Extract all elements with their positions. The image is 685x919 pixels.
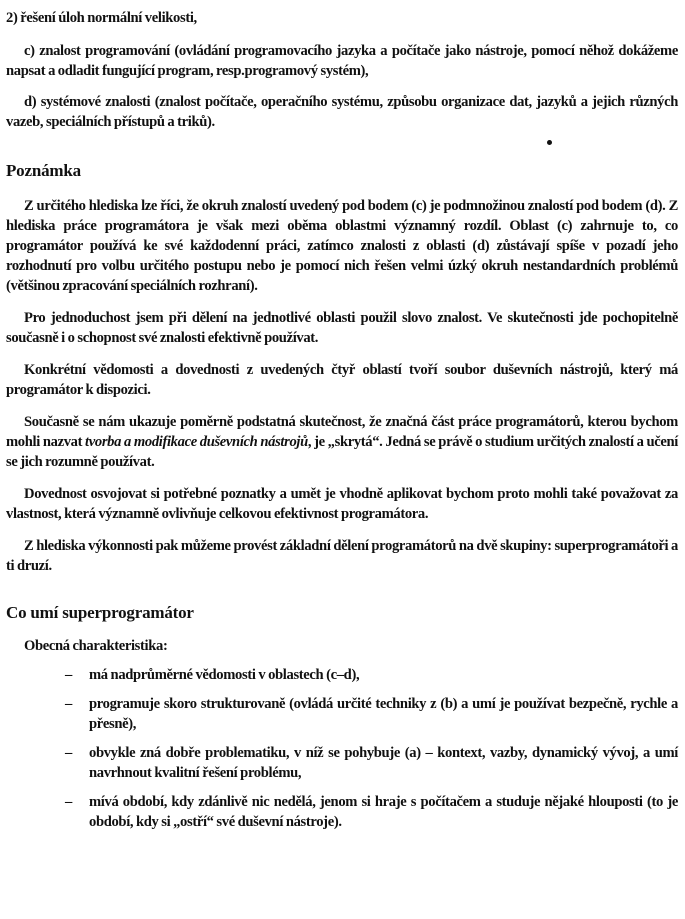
superprogrammer-list <box>6 665 678 832</box>
dash-bullet: – <box>65 794 72 810</box>
note-paragraph-1: Z určitého hlediska lze říci, že okruh znalostí uvedený pod bodem (c) je podmnožinou znalostí pod bodem (d). Z hlediska práce programátora je však mezi oběma oblastmi významný rozdíl. Oblast (c) zahrnuje to, co programátor používá ke své každodenní práci, zatímco znalosti z oblasti (d) zůstávají spíše v pozadí jeho rozhodnutí pro volbu určitého postupu nebo je pomocí nich řešen velmi úzký okruh nestandardních problémů (většinou zpracování speciálních rozhraní). <box>6 198 678 294</box>
list-item <box>6 792 678 832</box>
note-paragraph-2: Pro jednoduchost jsem při dělení na jednotlivé oblasti použil slovo znalost. Ve skutečnosti jde pochopitelně současně i o schopnost své znalosti efektivně používat. <box>6 310 678 346</box>
note-paragraph-3: Konkrétní vědomosti a dovednosti z uvedených čtyř oblastí tvoří soubor duševních nástrojů, který má programátor k dispozici. <box>6 362 678 398</box>
dash-bullet: – <box>65 667 72 683</box>
list-item-text: programuje skoro strukturovaně (ovládá určité techniky z (b) a umí je používat bezpečně, rychle a přesně), <box>89 696 678 732</box>
list-item <box>6 665 678 685</box>
item-c: c) znalost programování (ovládání programovacího jazyka a počítače jako nástroje, pomocí něhož dokážeme napsat a odladit fungující program, resp.programový systém), <box>6 43 678 79</box>
dash-bullet: – <box>65 696 72 712</box>
note-paragraph-4-start: Současně se nám ukazuje poměrně podstatná skutečnost, že značná část práce programátorů, kterou bychom mohli nazvat <box>6 414 678 450</box>
list-item <box>6 694 678 734</box>
document-page <box>6 0 678 832</box>
note-paragraph-4 <box>6 412 678 472</box>
item-2: 2) řešení úloh normální velikosti, <box>6 10 197 26</box>
stray-dot-mark <box>547 140 552 145</box>
note-heading: Poznámka <box>6 161 81 180</box>
note-paragraph-4-emphasis: tvorba a modifikace duševních nástrojů <box>85 434 308 450</box>
dash-bullet: – <box>65 745 72 761</box>
item-d: d) systémové znalosti (znalost počítače, operačního systému, způsobu organizace dat, jazyků a jejich různých vazeb, speciálních přístupů a triků). <box>6 94 678 130</box>
list-item <box>6 743 678 783</box>
note-paragraph-6: Z hlediska výkonnosti pak můžeme provést základní dělení programátorů na dvě skupiny: superprogramátoři a ti druzí. <box>6 538 678 574</box>
section-heading: Co umí superprogramátor <box>6 603 194 622</box>
note-paragraph-5: Dovednost osvojovat si potřebné poznatky a umět je vhodně aplikovat bychom proto mohli také považovat za vlastnost, která významně ovlivňuje celkovou efektivnost programátora. <box>6 486 678 522</box>
list-item-text: má nadprůměrné vědomosti v oblastech (c–d), <box>89 667 360 683</box>
section-intro: Obecná charakteristika: <box>24 638 168 654</box>
list-item-text: obvykle zná dobře problematiku, v níž se pohybuje (a) – kontext, vazby, dynamický vývoj, a umí navrhnout kvalitní řešení problému, <box>89 745 678 781</box>
list-item-text: mívá období, kdy zdánlivě nic nedělá, jenom si hraje s počítačem a studuje nějaké hlouposti (to je období, kdy si „ostří“ své duševní nástroje). <box>89 794 678 830</box>
note-paragraph-4-end: , je „skrytá“. Jedná se právě o studium určitých znalostí a učení se jich rozumně používat. <box>6 434 678 470</box>
